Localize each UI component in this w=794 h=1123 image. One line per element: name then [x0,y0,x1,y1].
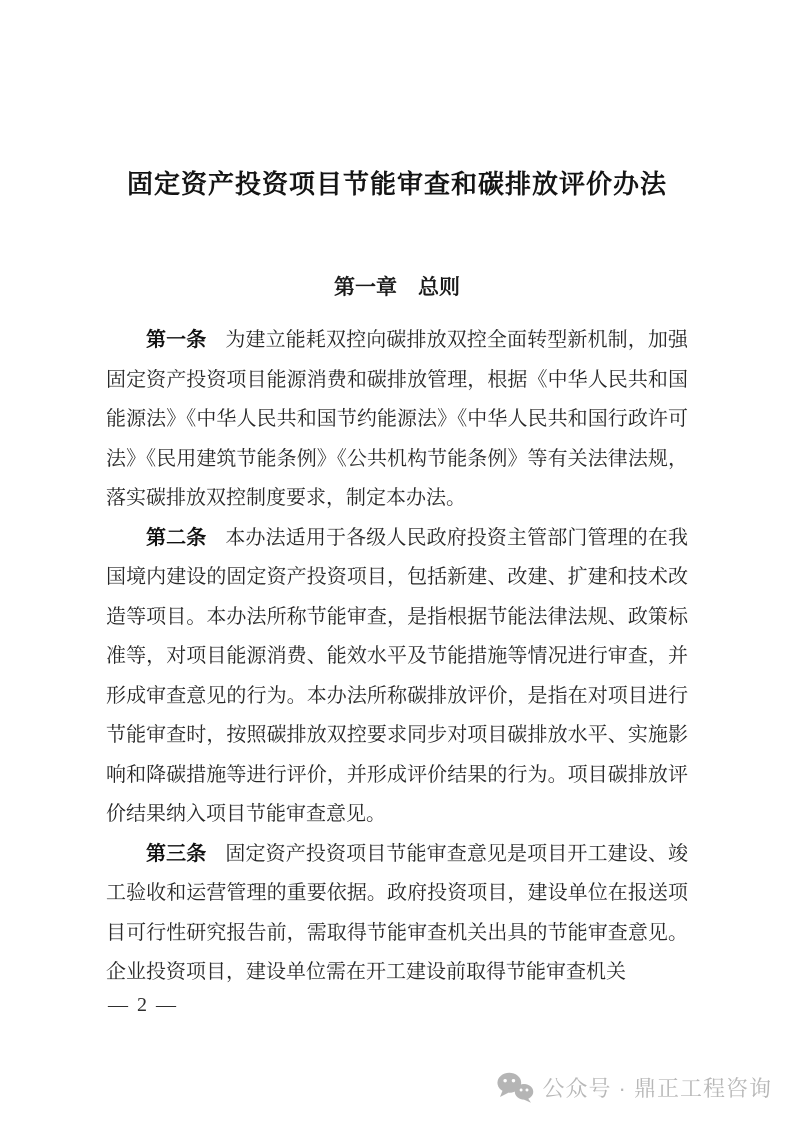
article-label: 第二条 [146,526,207,549]
article-paragraph [106,835,688,993]
page-number: — 2 — [108,994,178,1016]
document-body [106,321,688,993]
chapter-heading: 第一章 总则 [334,275,460,299]
watermark-footer [496,1071,772,1104]
article-paragraph [106,519,688,835]
article-text: 本办法适用于各级人民政府投资主管部门管理的在我国境内建设的固定资产投资项目，包括新建、改建、扩建和技术改造等项目。本办法所称节能审查，是指根据节能法律法规、政策标准等，对项目能源消费、能效水平及节能措施等情况进行审查，并形成审查意见的行为。本办法所称碳排放评价，是指在对项目进行节能审查时，按照碳排放双控要求同步对项目碳排放水平、实施影响和降碳措施等进行评价，并形成评价结果的行为。项目碳排放评价结果纳入项目节能审查意见。 [106,526,689,825]
article-text: 固定资产投资项目节能审查意见是项目开工建设、竣工验收和运营管理的重要依据。政府投资项目，建设单位在报送项目可行性研究报告前，需取得节能审查机关出具的节能审查意见。企业投资项目，建设单位需在开工建设前取得节能审查机关 [106,842,689,983]
article-label: 第三条 [146,842,207,865]
watermark-text: 公众号 · 鼎正工程咨询 [542,1076,772,1101]
article-text: 为建立能耗双控向碳排放双控全面转型新机制，加强固定资产投资项目能源消费和碳排放管理，根据《中华人民共和国能源法》《中华人民共和国节约能源法》《中华人民共和国行政许可法》《民用建筑节能条例》《公共机构节能条例》等有关法律法规，落实碳排放双控制度要求，制定本办法。 [106,329,689,509]
article-label: 第一条 [146,329,207,351]
article-paragraph [106,321,688,519]
document-title: 固定资产投资项目节能审查和碳排放评价办法 [126,170,667,199]
wechat-icon [496,1071,534,1104]
